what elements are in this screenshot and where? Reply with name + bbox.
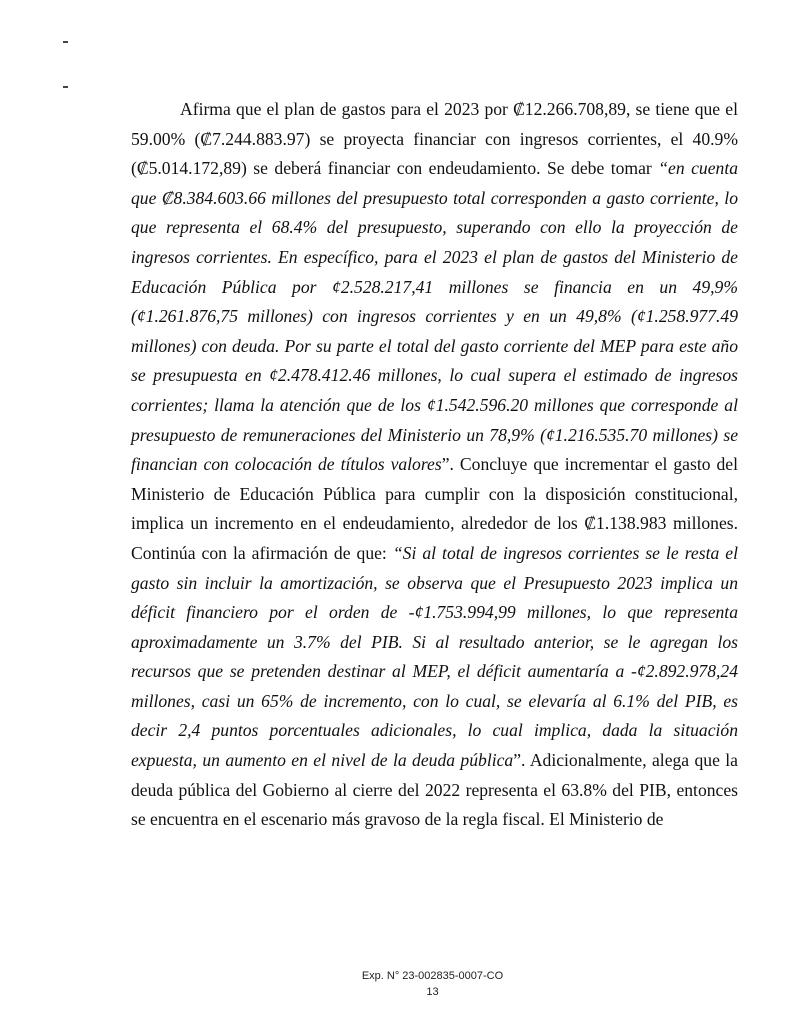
footer-case-number: Exp. N° 23-002835-0007-CO [361,970,504,982]
body-text [131,95,738,835]
margin-mark-bottom [63,86,68,88]
text-run-normal: ”. Concluye que incrementar el gasto del Ministerio de Educación Pública para cumplir con la disposición constitucional, implica un incremento en el endeudamiento, alrededor de los ₡1.138.983 millones. Continúa con la afirmación de que: [131,454,738,563]
body-paragraph [131,95,738,835]
text-run-quote-2: “Si al total de ingresos corrientes se le resta el gasto sin incluir la amortización, se observa que el Presupuesto 2023 implica un déficit financiero por el orden de -¢1.753.994,99 millones, lo que representa aproximadamente un 3.7% del PIB. Si al resultado anterior, se le agregan los recursos que se pretenden destinar al MEP, el déficit aumentaría a -¢2.892.978,24 millones, casi un 65% de incremento, con lo cual, se elevaría al 6.1% del PIB, es decir 2,4 puntos porcentuales adicionales, lo cual implica, dada la situación expuesta, un aumento en el nivel de la deuda pública [131,542,738,771]
margin-mark-top [63,41,68,43]
text-run-normal: ”. Adicionalmente, alega que la deuda pública del Gobierno al cierre del 2022 representa el 63.8% del PIB, entonces se encuentra en el escenario más gravoso de la regla fiscal. El Ministerio de [131,750,738,830]
footer-page-number: 13 [426,986,439,998]
text-run-quote-1: “en cuenta que ₡8.384.603.66 millones del presupuesto total corresponden a gasto corriente, lo que representa el 68.4% del presupuesto, superando con ello la proyección de ingresos corrientes. En específico, para el 2023 el plan de gastos del Ministerio de Educación Pública por ¢2.528.217,41 millones se financia en un 49,9% (¢1.261.876,75 millones) con ingresos corrientes y en un 49,8% (¢1.258.977.49 millones) con deuda. Por su parte el total del gasto corriente del MEP para este año se presupuesta en ¢2.478.412.46 millones, lo cual supera el estimado de ingresos corrientes; llama la atención que de los ¢1.542.596.20 millones que corresponde al presupuesto de remuneraciones del Ministerio un 78,9% (¢1.216.535.70 millones) se financian con colocación de títulos valores [131,158,739,475]
text-run-normal: Afirma que el plan de gastos para el 2023 por ₡12.266.708,89, se tiene que el 59.00% (₡7.244.883.97) se proyecta financiar con ingresos corrientes, el 40.9% (₡5.014.172,89) se deberá financiar con endeudamiento. Se debe tomar [131,99,738,179]
